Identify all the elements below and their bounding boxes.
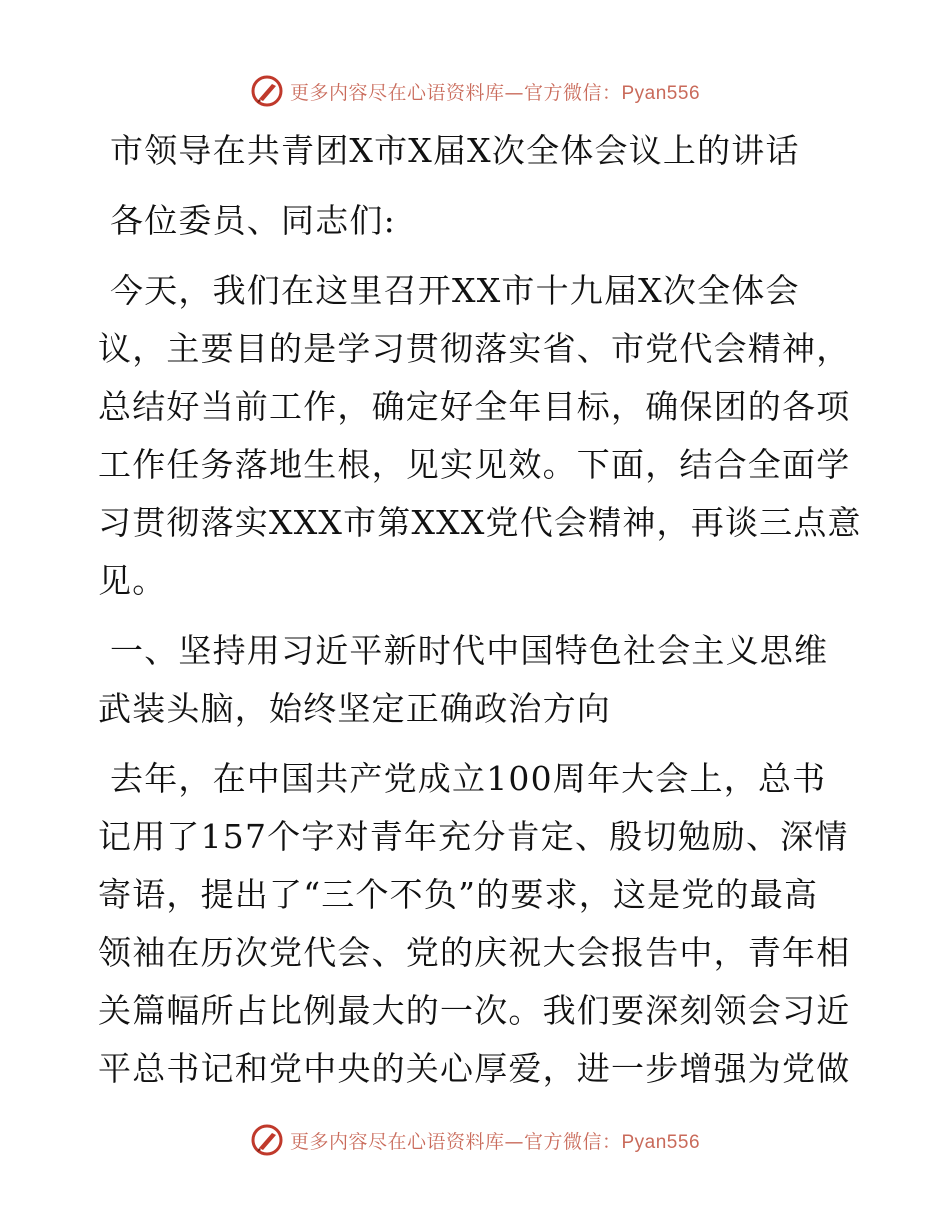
quill-pen-logo-icon [250, 1123, 284, 1157]
heading-line: 一、坚持用习近平新时代中国特色社会主义思维 [110, 631, 829, 670]
paragraph-line: 领袖在历次党代会、党的庆祝大会报告中，青年相 [98, 933, 851, 972]
header-watermark [0, 71, 950, 111]
paragraph-line: 习贯彻落实XXX市第XXX党代会精神，再谈三点意 [98, 503, 862, 542]
paragraph-line: 关篇幅所占比例最大的一次。我们要深刻领会习近 [98, 991, 851, 1030]
paragraph-line: 去年，在中国共产党成立100周年大会上，总书 [110, 759, 827, 798]
document-body [98, 122, 862, 1098]
footer-watermark [0, 1120, 950, 1160]
paragraph-line: 工作任务落地生根，见实见效。下面，结合全面学 [98, 445, 851, 484]
heading-line: 武装头脑，始终坚定正确政治方向 [98, 689, 611, 728]
paragraph-line: 今天，我们在这里召开XX市十九届X次全体会 [110, 271, 800, 310]
paragraph-line: 平总书记和党中央的关心厚爱，进一步增强为党做 [98, 1049, 851, 1088]
paragraph-line: 寄语，提出了“三个不负”的要求，这是党的最高 [98, 875, 819, 914]
paragraph-line: 见。 [98, 561, 167, 600]
paragraph-line: 总结好当前工作，确定好全年目标，确保团的各项 [98, 387, 851, 426]
watermark-text: 更多内容尽在心语资料库—官方微信：Pyan556 [289, 81, 701, 104]
quill-pen-logo-icon [250, 74, 284, 108]
document-title: 市领导在共青团X市X届X次全体会议上的讲话 [110, 131, 800, 170]
paragraph-line: 记用了157个字对青年充分肯定、殷切勉励、深情 [98, 817, 849, 856]
paragraph-section-1 [98, 750, 853, 1098]
watermark-text: 更多内容尽在心语资料库—官方微信：Pyan556 [289, 1130, 701, 1153]
section-heading-1 [98, 622, 853, 738]
paragraph-intro [98, 262, 862, 610]
paragraph-line: 议，主要目的是学习贯彻落实省、市党代会精神， [98, 329, 851, 368]
salutation: 各位委员、同志们: [110, 201, 396, 240]
